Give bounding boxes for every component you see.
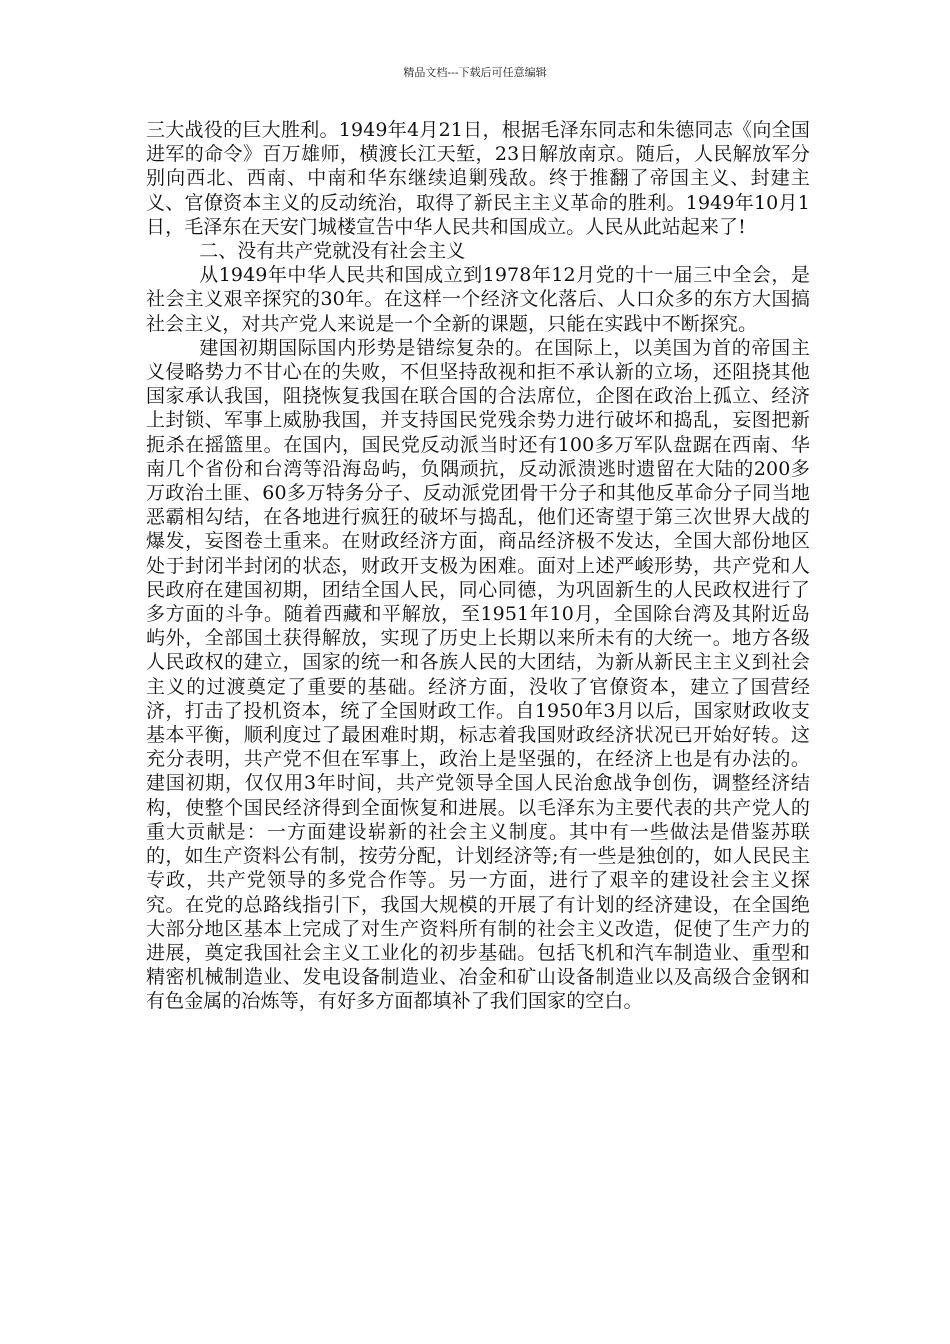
paragraph-intro: 从1949年中华人民共和国成立到1978年12月党的十一届三中全会，是社会主义艰辛探究的30年。在这样一个经济文化落后、人口众多的东方大国搞社会主义，对共产党人来说是一个全新的课题，只能在实践中不断探究。 [146,264,810,335]
paragraph-continuation: 三大战役的巨大胜利。1949年4月21日，根据毛泽东同志和朱德同志《向全国进军的命令》百万雄师，横渡长江天堑，23日解放南京。随后，人民解放军分别向西北、西南、中南和华东继续追剿残敌。终于推翻了帝国主义、封建主义、官僚资本主义的反动统治，取得了新民主主义革命的胜利。1949年10月1日，毛泽东在天安门城楼宣告中华人民共和国成立。人民从此站起来了! [146,119,810,238]
page-header: 精品文档---下载后可任意编辑 [403,66,547,79]
paragraph-main: 建国初期国际国内形势是错综复杂的。在国际上，以美国为首的帝国主义侵略势力不甘心在的失败，不但坚持敌视和拒不承认新的立场，还阻挠其他国家承认我国，阻挠恢复我国在联合国的合法席位，企图在政治上孤立、经济上封锁、军事上威胁我国，并支持国民党残余势力进行破坏和捣乱，妄图把新扼杀在摇篮里。在国内，国民党反动派当时还有100多万军队盘踞在西南、华南几个省份和台湾等沿海岛屿，负隅顽抗，反动派溃逃时遗留在大陆的200多万政治土匪、60多万特务分子、反动派党团骨干分子和其他反革命分子同当地恶霸相勾结，在各地进行疯狂的破坏与捣乱，他们还寄望于第三次世界大战的爆发，妄图卷土重来。在财政经济方面，商品经济极不发达，全国大部份地区处于封闭半封闭的状态，财政开支极为困难。面对上述严峻形势，共产党和人民政府在建国初期，团结全国人民，同心同德，为巩固新生的人民政权进行了多方面的斗争。随着西藏和平解放，至1951年10月，全国除台湾及其附近岛屿外，全部国土获得解放，实现了历史上长期以来所未有的大统一。地方各级人民政权的建立，国家的统一和各族人民的大团结，为新从新民主主义到社会主义的过渡奠定了重要的基础。经济方面，没收了官僚资本，建立了国营经济，打击了投机资本，统了全国财政工作。自1950年3月以后，国家财政收支基本平衡，顺利度过了最困难时期，标志着我国财政经济状况已开始好转。这充分表明，共产党不但在军事上，政治上是坚强的，在经济上也是有办法的。建国初期，仅仅用3年时间，共产党领导全国人民治愈战争创伤，调整经济结构，使整个国民经济得到全面恢复和进展。以毛泽东为主要代表的共产党人的重大贡献是：一方面建设崭新的社会主义制度。其中有一些做法是借鉴苏联的，如生产资料公有制，按劳分配，计划经济等;有一些是独创的，如人民民主专政，共产党领导的多党合作等。另一方面，进行了艰辛的建设社会主义探究。在党的总路线指引下，我国大规模的开展了有计划的经济建设，在全国绝大部分地区基本上完成了对生产资料所有制的社会主义改造，促使了生产力的进展，奠定我国社会主义工业化的初步基础。包括飞机和汽车制造业、重型和精密机械制造业、发电设备制造业、冶金和矿山设备制造业以及高级合金钢和有色金属的冶炼等，有好多方面都填补了我们国家的空白。 [146,336,810,1013]
document-body [146,118,810,1014]
section-heading: 二、没有共产党就没有社会主义 [199,240,466,263]
